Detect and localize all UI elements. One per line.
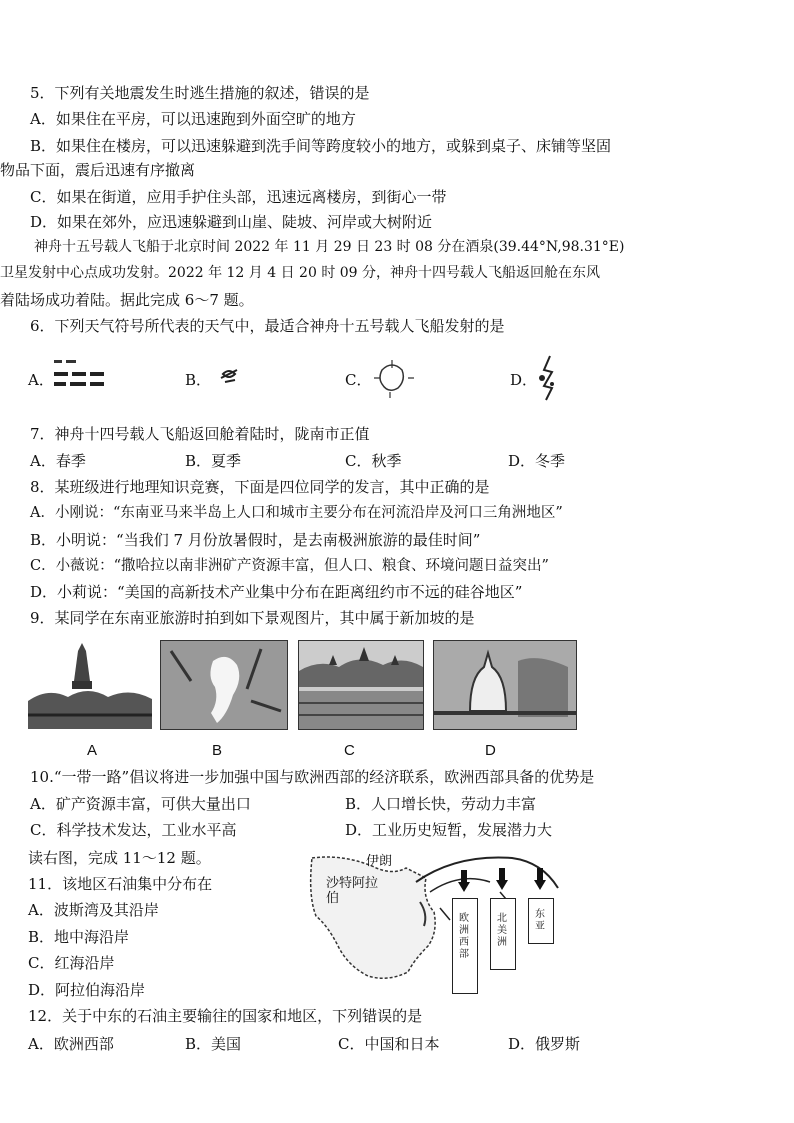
- bar-europe-west: [452, 898, 478, 994]
- q11-option-a: A．波斯湾及其沿岸: [28, 901, 159, 919]
- intro-line2: 卫星发射中心点成功发射。2022 年 12 月 4 日 20 时 09 分，神舟十四号载人飞船返回舱在东风: [0, 265, 601, 281]
- q6-option-b: B．: [185, 371, 212, 389]
- q8-stem: 8．某班级进行地理知识竞赛，下面是四位同学的发言，其中正确的是: [30, 478, 490, 496]
- q8-option-d: D．小莉说：“美国的高新技术产业集中分布在距离纽约市不远的硅谷地区”: [30, 583, 523, 601]
- bar-north-america: [490, 898, 516, 970]
- temple-ruins-photo: [299, 641, 423, 729]
- q6-option-d: D．: [510, 371, 538, 389]
- q10-option-c: C．科学技术发达，工业水平高: [30, 821, 237, 839]
- oil-arrow-1: [458, 870, 470, 892]
- q5-stem: 5．下列有关地震发生时逃生措施的叙述，错误的是: [30, 84, 370, 102]
- oil-arrow-3: [534, 868, 546, 890]
- q6-option-c: C．: [345, 371, 372, 389]
- fog-rain-icon: [52, 352, 112, 402]
- q7-option-c: C．秋季: [345, 452, 402, 470]
- q10-option-d: D．工业历史短暂，发展潜力大: [345, 821, 553, 839]
- q8-option-b: B．小明说：“当我们 7 月份放暑假时，是去南极洲旅游的最佳时间”: [30, 531, 481, 549]
- pagoda-photo: [28, 641, 152, 729]
- photo-b: [160, 640, 288, 730]
- q10-option-b: B．人口增长快，劳动力丰富: [345, 795, 537, 813]
- q6-option-a: A．: [28, 371, 54, 389]
- q12-option-a: A．欧洲西部: [28, 1035, 114, 1053]
- middle-east-oil-map: [300, 852, 562, 998]
- q11-option-d: D．阿拉伯海沿岸: [28, 981, 146, 999]
- map-label-iran: 伊朗: [366, 854, 393, 869]
- thunderstorm-icon: [532, 352, 562, 402]
- q12-option-c: C．中国和日本: [338, 1035, 440, 1053]
- photo-d: [433, 640, 577, 730]
- q11-stem: 11．该地区石油集中分布在: [28, 875, 213, 893]
- q10-stem: 10.“一带一路”倡议将进一步加强中国与欧洲西部的经济联系，欧洲西部具备的优势是: [30, 768, 595, 786]
- bar-europe-west-label: 欧洲西部: [459, 913, 469, 960]
- q8-option-a: A．小刚说：“东南亚马来半岛上人口和城市主要分布在河流沿岸及河口三角洲地区”: [30, 505, 563, 521]
- map-label-saudi: 沙特阿拉伯: [326, 876, 379, 906]
- q11-option-b: B．地中海沿岸: [28, 928, 130, 946]
- q11-option-c: C．红海沿岸: [28, 954, 115, 972]
- photo-a: [27, 640, 153, 730]
- q12-option-d: D．俄罗斯: [508, 1035, 581, 1053]
- arrow-down-icon: [534, 868, 546, 890]
- q7-option-d: D．冬季: [508, 452, 566, 470]
- stupa-photo: [434, 641, 576, 729]
- q5-option-b-line2: 物品下面，震后迅速有序撤离: [0, 161, 196, 179]
- q5-option-b-line1: B．如果住在楼房，可以迅速躲避到洗手间等跨度较小的地方，或躲到桌子、床铺等坚固: [30, 137, 612, 155]
- q10-option-a: A．矿产资源丰富，可供大量出口: [30, 795, 251, 813]
- sunny-icon: [368, 352, 418, 402]
- weather-symbol-c: [368, 352, 418, 402]
- q5-option-d: D．如果在郊外，应迅速躲避到山崖、陡坡、河岸或大树附近: [30, 213, 433, 231]
- bar-east-asia-label: 东亚: [535, 909, 545, 932]
- photo-c: [298, 640, 424, 730]
- q7-option-b: B．夏季: [185, 452, 242, 470]
- weather-symbol-a: [52, 352, 112, 402]
- merlion-photo: [161, 641, 287, 729]
- q5-option-a: A．如果住在平房，可以迅速跑到外面空旷的地方: [30, 110, 356, 128]
- intro-line3: 着陆场成功着陆。据此完成 6～7 题。: [0, 291, 254, 309]
- photo-label-c: C: [344, 742, 355, 759]
- q6-stem: 6．下列天气符号所代表的天气中，最适合神舟十五号载人飞船发射的是: [30, 317, 505, 335]
- photo-label-d: D: [485, 742, 496, 759]
- q12-option-b: B．美国: [185, 1035, 242, 1053]
- read-instruction: 读右图，完成 11～12 题。: [28, 849, 211, 867]
- weather-symbol-d: [532, 352, 562, 402]
- q12-stem: 12．关于中东的石油主要输往的国家和地区，下列错误的是: [28, 1007, 423, 1025]
- q7-option-a: A．春季: [30, 452, 86, 470]
- sandstorm-icon: [215, 352, 245, 402]
- q7-stem: 7．神舟十四号载人飞船返回舱着陆时，陇南市正值: [30, 425, 370, 443]
- arrow-down-icon: [458, 870, 470, 892]
- arrow-down-icon: [496, 868, 508, 890]
- q9-stem: 9．某同学在东南亚旅游时拍到如下景观图片，其中属于新加坡的是: [30, 609, 475, 627]
- oil-arrow-2: [496, 868, 508, 890]
- q5-option-c: C．如果在街道，应用手护住头部，迅速远离楼房，到街心一带: [30, 188, 447, 206]
- bar-north-america-label: 北美洲: [497, 913, 507, 948]
- weather-symbol-b: [215, 352, 245, 402]
- q8-option-c: C．小薇说：“撒哈拉以南非洲矿产资源丰富，但人口、粮食、环境问题日益突出”: [30, 558, 549, 574]
- intro-line1: 神舟十五号载人飞船于北京时间 2022 年 11 月 29 日 23 时 08 分在酒泉(39.44°N,98.31°E): [34, 239, 625, 255]
- bar-east-asia: [528, 898, 554, 944]
- photo-label-a: A: [87, 742, 98, 759]
- photo-label-b: B: [212, 742, 223, 759]
